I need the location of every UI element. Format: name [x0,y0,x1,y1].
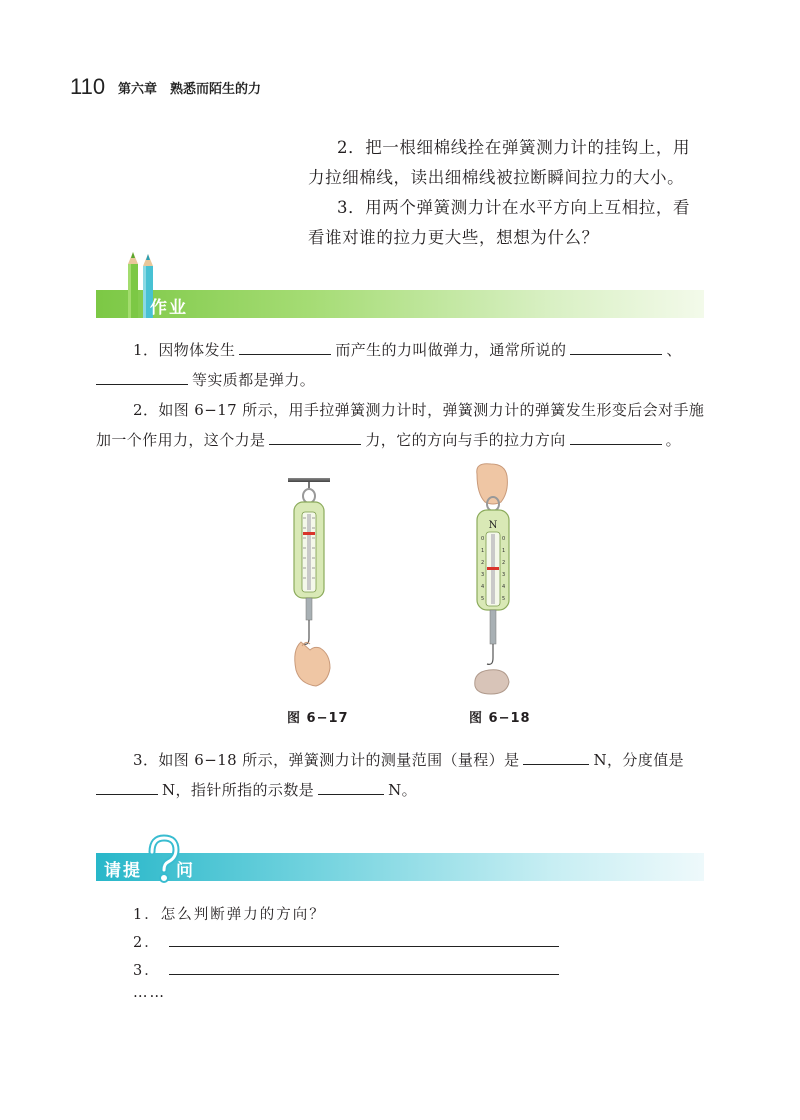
homework-q1-line1 [133,335,682,365]
pointer-17 [303,532,315,535]
activity-item3-line1: 3．用两个弹簧测力计在水平方向上互相拉，看 [337,198,691,217]
q3-text-c: N，指针所指的示数是 [162,781,315,799]
tick-label-right-5: 5 [502,596,506,602]
question-3-number: 3． [133,963,161,979]
homework-q1-line2 [96,365,315,395]
figure-caption-18: 图 6−18 [469,711,531,726]
q1-text-d: 等实质都是弹力。 [192,371,316,389]
tick-label-left-5: 5 [481,596,485,602]
q1-blank-2[interactable] [570,340,662,355]
questions-title-b: 问 [176,861,195,881]
q2-text-c: 力，它的方向与手的拉力方向 [365,431,566,449]
pointer-18 [487,567,499,570]
q2-blank-1[interactable] [269,430,361,445]
question-2-number: 2． [133,935,161,951]
question-3 [133,959,559,980]
q1-blank-3[interactable] [96,370,188,385]
tick-label-left-4: 4 [481,584,485,590]
hand-17 [295,642,330,686]
tick-label-left-0: 0 [481,536,485,542]
q1-text-b: 而产生的力叫做弹力，通常所说的 [335,341,567,359]
ceiling-bar [288,478,330,482]
question-ellipsis: …… [133,985,166,1001]
activity-item3-line2: 看谁对谁的拉力更大些，想想为什么？ [308,228,599,247]
q3-text-d: N。 [388,781,418,799]
questions-title-a: 请提 [104,861,142,881]
tick-label-right-4: 4 [502,584,506,590]
activity-item2-line2: 力拉细棉线，读出细棉线被拉断瞬间拉力的大小。 [308,168,685,187]
q2-blank-2[interactable] [570,430,662,445]
q1-text-a: 1．因物体发生 [133,341,236,359]
question-3-rule[interactable] [169,964,559,975]
question-2 [133,931,559,952]
homework-q3-line1 [133,745,684,775]
top-ring [303,489,315,503]
figure-6-18 [455,462,535,702]
chapter-title: 第六章 熟悉而陌生的力 [118,82,262,97]
stone-weight [475,670,509,694]
tick-label-right-3: 3 [502,572,506,578]
tick-label-right-0: 0 [502,536,506,542]
homework-title: 作业 [150,298,188,318]
q3-text-b: N，分度值是 [593,751,685,769]
hook-17 [303,620,309,644]
homework-q2-line2 [96,425,681,455]
tick-label-left-2: 2 [481,560,485,566]
question-mark-icon [144,834,180,884]
q2-text-b: 加一个作用力，这个力是 [96,431,266,449]
q3-text-a: 3．如图 6−18 所示，弹簧测力计的测量范围（量程）是 [133,751,520,769]
q3-blank-1[interactable] [523,750,589,765]
q1-blank-1[interactable] [239,340,331,355]
tick-label-left-1: 1 [481,548,485,554]
homework-q3-line2 [96,775,417,805]
q2-text-d: 。 [665,431,682,449]
tick-label-right-1: 1 [502,548,506,554]
hook-18 [487,644,493,664]
question-1: 1．怎么判断弹力的方向？ [133,907,326,923]
activity-item2-line1: 2．把一根细棉线拴在弹簧测力计的挂钩上，用 [337,138,691,157]
homework-q2-line1: 2．如图 6−17 所示，用手拉弹簧测力计时，弹簧测力计的弹簧发生形变后会对手施 [133,401,705,419]
tick-label-left-3: 3 [481,572,485,578]
tick-label-right-2: 2 [502,560,506,566]
question-2-rule[interactable] [169,936,559,947]
q3-blank-2[interactable] [96,780,158,795]
page-number: 110 [70,74,106,99]
q1-text-c: 、 [666,341,682,359]
scale-unit: N [488,520,498,531]
figure-caption-17: 图 6−17 [287,711,349,726]
q3-blank-3[interactable] [318,780,384,795]
figure-6-17 [270,470,350,700]
